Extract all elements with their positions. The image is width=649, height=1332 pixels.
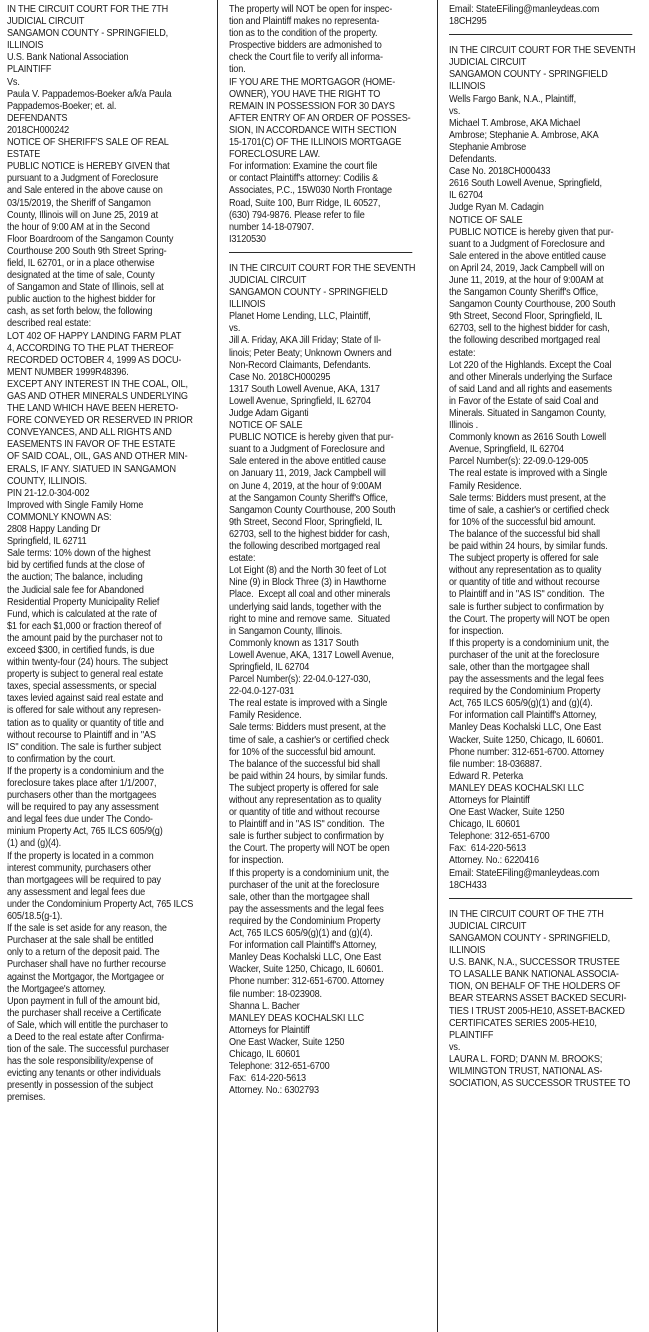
notice-line: described real estate: bbox=[7, 318, 91, 330]
notice-separator bbox=[449, 898, 632, 899]
notice-line: (1) and (g)(4). bbox=[7, 838, 62, 850]
notice-line: Illinois . bbox=[449, 420, 478, 432]
notice-line: IS" condition. The sale is further subject bbox=[7, 741, 162, 753]
notice-line: LAURA L. FORD; D'ANN M. BROOKS; bbox=[449, 1053, 603, 1065]
notice-line: Wells Fargo Bank, N.A., Plaintiff, bbox=[449, 93, 576, 105]
notice-line: Manley Deas Kochalski LLC, One East bbox=[229, 952, 381, 964]
notice-line: FORE CONVEYED OR RESERVED IN PRIOR bbox=[7, 415, 193, 427]
notice-line: IN THE CIRCUIT COURT FOR THE SEVENTH bbox=[449, 45, 636, 57]
notice-line: against the Mortgagor, the Mortgagee or bbox=[7, 971, 164, 983]
notice-line: pay the assessments and the legal fees bbox=[449, 674, 604, 686]
notice-line: taxes, special assessments, or special bbox=[7, 681, 157, 693]
notice-line: Stephanie Ambrose bbox=[449, 141, 527, 153]
notice-line: Judge Adam Giganti bbox=[229, 408, 309, 419]
notice-line: PUBLIC NOTICE is hereby given that pur- bbox=[449, 226, 614, 238]
notice-line: the hour of 9:00 AM at in the Second bbox=[7, 221, 150, 233]
notice-line: without any representation as to quality bbox=[449, 565, 602, 577]
notice-line: without any representation as to quality bbox=[229, 795, 382, 806]
notice-line: Purchaser at the sale shall be entitled bbox=[7, 935, 154, 947]
notice-line: The property will NOT be open for inspec- bbox=[229, 4, 393, 15]
legal-notice bbox=[229, 4, 438, 246]
notice-line: Attorney. No.: 6302793 bbox=[229, 1085, 319, 1097]
notice-line: DEFENDANTS bbox=[7, 112, 68, 124]
notice-line: WILMINGTON TRUST, NATIONAL AS- bbox=[449, 1065, 603, 1077]
notice-line: Defendants. bbox=[449, 154, 497, 166]
notice-line: Fund, which is calculated at the rate of bbox=[7, 608, 157, 620]
notice-line: Attorney. No.: 6220416 bbox=[449, 855, 539, 867]
notice-line: Attorneys for Plaintiff bbox=[229, 1024, 310, 1036]
notice-line: Pappademos-Boeker; et. al. bbox=[7, 100, 117, 112]
notice-line: Avenue, Springfield, IL 62704 bbox=[449, 444, 564, 456]
notice-line: interest community, purchasers other bbox=[7, 862, 152, 874]
notice-line: Lot 220 of the Highlands. Except the Coal bbox=[449, 359, 612, 371]
notice-line: Family Residence. bbox=[229, 710, 302, 722]
notice-line: the following described mortgaged real bbox=[229, 541, 381, 553]
notice-line: evicting any tenants or other individuals bbox=[7, 1068, 161, 1080]
notice-line: the Sangamon County Sheriff's Office, bbox=[449, 287, 599, 299]
notice-line: If the sale is set aside for any reason, the bbox=[7, 923, 167, 935]
notice-line: Act, 765 ILCS 605/9(g)(1) and (g)(4). bbox=[449, 698, 593, 710]
notice-line: Springfield, IL 62711 bbox=[7, 536, 87, 548]
notice-line: or quantity of title and without recourse bbox=[229, 807, 380, 819]
notice-line: Act, 765 ILCS 605/9(g)(1) and (g)(4). bbox=[229, 928, 373, 940]
notice-line: Email: StateEFiling@manleydeas.com bbox=[449, 867, 600, 879]
legal-notice bbox=[449, 909, 649, 1090]
notice-line: 62703, sell to the highest bidder for cash, bbox=[449, 323, 610, 335]
notice-line: 22-04.0-127-031 bbox=[229, 686, 295, 698]
notice-line: to confirmation by the court. bbox=[7, 753, 116, 765]
notice-line: Parcel Number(s): 22-04.0-127-030, bbox=[229, 674, 371, 686]
notice-line: a Deed to the real estate after Confirma- bbox=[7, 1031, 165, 1043]
notice-line: The subject property is offered for sale bbox=[449, 553, 599, 565]
notice-line: For information call Plaintiff's Attorney, bbox=[449, 710, 597, 722]
notice-line: OWNER), YOU HAVE THE RIGHT TO bbox=[229, 88, 381, 100]
notice-line: Nine (9) in Block Three (3) in Hawthorne bbox=[229, 577, 387, 589]
notice-line: of Sale, which will entitle the purchaser to bbox=[7, 1019, 168, 1031]
notice-line: the amount paid by the purchaser not to bbox=[7, 632, 163, 644]
notice-line: estate: bbox=[449, 347, 476, 359]
notice-line: PUBLIC NOTICE is hereby given that pur- bbox=[229, 432, 394, 444]
notice-line: on June 4, 2019, at the hour of 9:00AM bbox=[229, 480, 382, 492]
notice-line: One East Wacker, Suite 1250 bbox=[449, 807, 565, 819]
notice-line: TION, ON BEHALF OF THE HOLDERS OF bbox=[449, 981, 621, 993]
notice-line: IN THE CIRCUIT COURT FOR THE SEVENTH bbox=[229, 262, 416, 274]
notice-line: Case No. 2018CH000433 bbox=[449, 166, 551, 178]
notice-line: sale is further subject to confirmation by bbox=[449, 601, 604, 613]
notice-line: Michael T. Ambrose, AKA Michael bbox=[449, 117, 581, 129]
notice-line: estate: bbox=[229, 553, 256, 565]
notice-line: Edward R. Peterka bbox=[449, 770, 524, 782]
notice-line: of said Land and all rights and easements bbox=[449, 383, 612, 395]
notice-line: 9th Street, Second Floor, Springfield, IL bbox=[229, 516, 383, 528]
notice-line: Telephone: 312-651-6700 bbox=[229, 1061, 330, 1073]
notice-line: RECORDED OCTOBER 4, 1999 AS DOCU- bbox=[7, 354, 182, 366]
notice-line: foreclosure takes place after 1/1/2007, bbox=[7, 778, 157, 789]
notice-line: the Judicial sale fee for Abandoned bbox=[7, 584, 144, 596]
notice-line: U.S. Bank National Association bbox=[7, 52, 129, 64]
notice-line: IN THE CIRCUIT COURT FOR THE 7TH bbox=[7, 4, 169, 15]
notice-line: exceed $300, in certified funds, is due bbox=[7, 644, 155, 656]
notice-line: Sangamon County Courthouse, 200 South bbox=[229, 504, 396, 516]
notice-line: the Mortgagee's attorney. bbox=[7, 983, 106, 995]
notice-line: Ambrose; Stephanie A. Ambrose, AKA bbox=[449, 129, 599, 141]
notice-line: Email: StateEFiling@manleydeas.com bbox=[449, 4, 600, 15]
notice-line: Chicago, IL 60601 bbox=[229, 1048, 301, 1060]
notice-line: tion and Plaintiff makes no representa- bbox=[229, 16, 380, 28]
notice-line: the following described mortgaged real bbox=[449, 335, 601, 347]
notice-line: ILLINOIS bbox=[229, 299, 266, 311]
legal-notice bbox=[7, 4, 218, 1105]
notice-line: THE LAND WHICH HAVE BEEN HERETO- bbox=[7, 403, 179, 415]
notice-line: Sale terms: 10% down of the highest bbox=[7, 548, 151, 560]
notice-line: suant to a Judgment of Foreclosure and bbox=[229, 444, 385, 456]
notice-line: required by the Condominium Property bbox=[449, 686, 601, 698]
notice-line: designated at the time of sale, County bbox=[7, 270, 155, 282]
notice-line: in Sangamon County, Illinois. bbox=[229, 625, 343, 637]
notice-line: the Court. The property will NOT be open bbox=[229, 843, 390, 855]
notice-line: and other Minerals underlying the Surface bbox=[449, 371, 613, 383]
notice-line: SOCIATION, AS SUCCESSOR TRUSTEE TO bbox=[449, 1078, 631, 1090]
notice-line: sale, other than the mortgagee shall bbox=[229, 891, 370, 903]
notice-line: in Favor of the Estate of said Coal and bbox=[449, 395, 599, 407]
notice-line: The real estate is improved with a Single bbox=[449, 468, 608, 480]
notice-line: without recourse to Plaintiff and in "AS bbox=[7, 729, 156, 741]
legal-notice bbox=[229, 263, 438, 1097]
notice-line: file number: 18-036887. bbox=[449, 758, 542, 770]
notice-line: OF SAID COAL, OIL, GAS AND OTHER MIN- bbox=[7, 451, 188, 463]
notice-line: NOTICE OF SHERIFF'S SALE OF REAL bbox=[7, 137, 169, 149]
notice-line: purchasers other than the mortgagees bbox=[7, 790, 157, 802]
notice-line: 2808 Happy Landing Dr bbox=[7, 524, 101, 536]
notice-line: within twenty-four (24) hours. The subject bbox=[7, 657, 168, 669]
notice-line: Springfield, IL 62704 bbox=[229, 661, 310, 673]
notice-line: For information: Examine the court file bbox=[229, 161, 378, 173]
notice-line: Sale terms: Bidders must present, at the bbox=[449, 492, 606, 504]
notice-line: 18CH295 bbox=[449, 16, 487, 28]
notice-line: vs. bbox=[449, 1041, 461, 1053]
notice-line: than mortgagees will be required to pay bbox=[7, 874, 161, 886]
column-1 bbox=[7, 4, 218, 1332]
notice-line: COUNTY, ILLINOIS. bbox=[7, 475, 87, 487]
notice-line: under the Condominium Property Act, 765 ILCS bbox=[7, 898, 194, 910]
notice-line: 9th Street, Second Floor, Springfield, IL bbox=[449, 311, 603, 323]
notice-line: tation as to quality or quantity of title and bbox=[7, 717, 164, 729]
notice-line: REMAIN IN POSSESSION FOR 30 DAYS bbox=[229, 100, 395, 112]
notice-line: Sale entered in the above entitled cause bbox=[229, 456, 386, 468]
notice-line: The balance of the successful bid shall bbox=[449, 528, 600, 540]
notice-line: 2018CH000242 bbox=[7, 124, 70, 136]
notice-line: Planet Home Lending, LLC, Plaintiff, bbox=[229, 311, 371, 323]
notice-line: Lowell Avenue, Springfield, IL 62704 bbox=[229, 395, 371, 407]
notice-line: Sale terms: Bidders must present, at the bbox=[229, 722, 386, 734]
notice-line: be paid within 24 hours, by similar funds. bbox=[229, 770, 388, 782]
notice-line: on January 11, 2019, Jack Campbell will bbox=[229, 468, 386, 480]
notice-line: time of sale, a cashier's or certified check bbox=[229, 734, 390, 746]
column-3 bbox=[449, 4, 649, 1332]
column-2 bbox=[229, 4, 438, 1332]
notice-line: premises. bbox=[7, 1092, 46, 1104]
notice-line: Phone number: 312-651-6700. Attorney bbox=[449, 746, 604, 758]
notice-line: MANLEY DEAS KOCHALSKI LLC bbox=[229, 1012, 364, 1024]
notice-line: Family Residence. bbox=[449, 480, 522, 492]
notice-line: Paula V. Pappademos-Boeker a/k/a Paula bbox=[7, 88, 172, 100]
notice-line: IF YOU ARE THE MORTGAGOR (HOME- bbox=[229, 76, 396, 88]
notice-line: For information call Plaintiff's Attorney, bbox=[229, 940, 377, 952]
notice-separator bbox=[449, 34, 632, 35]
notice-line: BEAR STEARNS ASSET BACKED SECURI- bbox=[449, 993, 627, 1005]
notice-line: purchaser of the unit at the foreclosure bbox=[229, 879, 380, 891]
notice-line: underlying said lands, together with the bbox=[229, 601, 382, 613]
notice-line: Judge Ryan M. Cadagin bbox=[449, 202, 544, 214]
notice-line: file number: 18-023908. bbox=[229, 988, 322, 1000]
legal-notice bbox=[449, 45, 649, 892]
notice-line: Lowell Avenue, AKA, 1317 Lowell Avenue, bbox=[229, 649, 394, 661]
notice-line: required by the Condominium Property bbox=[229, 915, 381, 927]
notice-line: The real estate is improved with a Single bbox=[229, 698, 388, 710]
notice-line: Shanna L. Bacher bbox=[229, 1000, 300, 1012]
notice-line: Parcel Number(s): 22-09.0-129-005 bbox=[449, 456, 589, 468]
notice-line: Floor Boardroom of the Sangamon County bbox=[7, 233, 174, 245]
notice-line: COMMONLY KNOWN AS: bbox=[7, 511, 112, 523]
notice-line: for inspection. bbox=[449, 625, 504, 637]
notice-line: the Court. The property will NOT be open bbox=[449, 613, 610, 625]
notice-line: The subject property is offered for sale bbox=[229, 782, 379, 794]
notice-line: NOTICE OF SALE bbox=[449, 214, 523, 226]
notice-line: SANGAMON COUNTY - SPRINGFIELD, bbox=[7, 28, 169, 40]
notice-line: Prospective bidders are admonished to bbox=[229, 40, 382, 52]
notice-line: and Sale entered in the above cause on bbox=[7, 185, 163, 197]
notice-line: PLAINTIFF bbox=[449, 1029, 494, 1041]
legal-notice bbox=[449, 4, 649, 28]
notice-line: will be required to pay any assessment bbox=[7, 802, 159, 814]
notice-line: MENT NUMBER 1999R48396. bbox=[7, 366, 129, 378]
notice-line: If this property is a condominium unit, the bbox=[449, 637, 609, 649]
notice-line: linois; Peter Beaty; Unknown Owners and bbox=[229, 347, 392, 359]
notice-line: ILLINOIS bbox=[449, 81, 486, 93]
notice-line: cash, as set forth below, the following bbox=[7, 306, 153, 318]
notice-line: LOT 402 OF HAPPY LANDING FARM PLAT bbox=[7, 330, 182, 342]
notice-line: JUDICIAL CIRCUIT bbox=[229, 274, 307, 286]
notice-line: County, Illinois will on June 25, 2019 at bbox=[7, 209, 158, 221]
notice-line: vs. bbox=[449, 105, 461, 117]
notice-line: Improved with Single Family Home bbox=[7, 499, 144, 511]
notice-line: One East Wacker, Suite 1250 bbox=[229, 1036, 345, 1048]
notice-line: Residential Property Municipality Relief bbox=[7, 596, 160, 608]
notice-line: has the sole responsibility/expense of bbox=[7, 1056, 154, 1068]
notice-line: If this property is a condominium unit, the bbox=[229, 867, 389, 879]
notice-line: Place. Except all coal and other minerals bbox=[229, 589, 391, 601]
notice-line: 4, ACCORDING TO THE PLAT THEREOF bbox=[7, 342, 174, 354]
notice-line: sale, other than the mortgagee shall bbox=[449, 661, 590, 673]
notice-line: MANLEY DEAS KOCHALSKI LLC bbox=[449, 782, 584, 794]
notice-line: Commonly known as 1317 South bbox=[229, 637, 359, 649]
notice-line: purchaser of the unit at the foreclosure bbox=[449, 649, 600, 661]
notice-line: FORECLOSURE LAW. bbox=[229, 149, 321, 161]
notice-line: The balance of the successful bid shall bbox=[229, 758, 380, 770]
notice-line: number 14-18-07907. bbox=[229, 221, 314, 233]
notice-line: Non-Record Claimants, Defendants. bbox=[229, 359, 371, 371]
notice-line: minium Property Act, 765 ILCS 605/9(g) bbox=[7, 826, 163, 838]
notice-line: ILLINOIS bbox=[7, 40, 44, 52]
notice-line: tion of the sale. The successful purchaser bbox=[7, 1044, 169, 1056]
notice-line: SANGAMON COUNTY - SPRINGFIELD bbox=[229, 287, 388, 299]
notice-line: suant to a Judgment of Foreclosure and bbox=[449, 238, 605, 250]
notice-line: $1 for each $1,000 or fraction thereof of bbox=[7, 620, 162, 632]
notice-line: tion as to the condition of the property. bbox=[229, 28, 378, 40]
notice-line: property is subject to general real estate bbox=[7, 669, 164, 681]
notice-line: pursuant to a Judgment of Foreclosure bbox=[7, 173, 159, 185]
notice-line: or contact Plaintiff's attorney: Codilis & bbox=[229, 173, 379, 185]
notice-line: I3120530 bbox=[229, 233, 266, 245]
notice-line: public auction to the highest bidder for bbox=[7, 294, 156, 306]
notice-line: ERALS, IF ANY. SIATUED IN SANGAMON bbox=[7, 463, 176, 475]
notice-line: CONVEYANCES, AND ALL RIGHTS AND bbox=[7, 427, 172, 439]
notice-line: Road, Suite 100, Burr Ridge, IL 60527, bbox=[229, 197, 381, 209]
notice-line: Wacker, Suite 1250, Chicago, IL 60601. bbox=[229, 964, 384, 976]
notice-line: Courthouse 200 South 9th Street Spring- bbox=[7, 245, 167, 257]
notice-line: 62703, sell to the highest bidder for cash, bbox=[229, 528, 390, 540]
notice-line: 03/15/2019, the Sheriff of Sangamon bbox=[7, 197, 151, 209]
notice-line: Upon payment in full of the amount bid, bbox=[7, 995, 160, 1007]
notice-line: taxes levied against said real estate and bbox=[7, 693, 164, 705]
notice-separator bbox=[229, 252, 412, 253]
notice-line: If the property is located in a common bbox=[7, 850, 154, 862]
notice-line: (630) 794-9876. Please refer to file bbox=[229, 209, 365, 221]
notice-line: AFTER ENTRY OF AN ORDER OF POSSES- bbox=[229, 112, 411, 124]
notice-line: Chicago, IL 60601 bbox=[449, 819, 521, 831]
notice-line: June 11, 2019, at the hour of 9:00AM at bbox=[449, 274, 604, 286]
notice-line: IN THE CIRCUIT COURT OF THE 7TH bbox=[449, 908, 604, 920]
notice-line: right to mine and remove same. Situated bbox=[229, 613, 390, 625]
notice-line: SANGAMON COUNTY - SPRINGFIELD bbox=[449, 69, 608, 81]
notice-line: Minerals. Situated in Sangamon County, bbox=[449, 408, 606, 419]
notice-line: field, IL 62701, or in a place otherwise bbox=[7, 257, 155, 269]
notice-line: the auction; The balance, including bbox=[7, 572, 143, 584]
notice-line: check the Court file to verify all informa- bbox=[229, 52, 383, 64]
notice-line: PUBLIC NOTICE is HEREBY GIVEN that bbox=[7, 161, 170, 173]
notice-line: be paid within 24 hours, by similar funds. bbox=[449, 541, 608, 553]
notice-line: is offered for sale without any represen- bbox=[7, 705, 162, 717]
notice-line: Manley Deas Kochalski LLC, One East bbox=[449, 722, 601, 734]
notice-line: any assessment and legal fees due bbox=[7, 886, 146, 898]
notice-line: Sale entered in the above entitled cause bbox=[449, 250, 606, 262]
notice-line: to Plaintiff and in "AS IS" condition. The bbox=[229, 819, 385, 831]
notice-line: or quantity of title and without recourse bbox=[449, 577, 600, 589]
notice-line: bid by certified funds at the close of bbox=[7, 560, 145, 572]
notice-line: Jill A. Friday, AKA Jill Friday; State of Il- bbox=[229, 335, 381, 347]
notice-line: Vs. bbox=[7, 76, 20, 88]
notice-line: GAS AND OTHER MINERALS UNDERLYING bbox=[7, 391, 188, 402]
notice-line: EASEMENTS IN FAVOR OF THE ESTATE bbox=[7, 439, 176, 451]
notice-line: U.S. BANK, N.A., SUCCESSOR TRUSTEE bbox=[449, 957, 620, 969]
notice-line: for inspection. bbox=[229, 855, 284, 867]
notice-line: 1317 South Lowell Avenue, AKA, 1317 bbox=[229, 383, 380, 395]
notice-line: for 10% of the successful bid amount. bbox=[449, 516, 596, 528]
notice-line: presently in possession of the subject bbox=[7, 1080, 153, 1092]
notice-line: tion. bbox=[229, 64, 246, 76]
notice-line: EXCEPT ANY INTEREST IN THE COAL, OIL, bbox=[7, 378, 188, 390]
notice-line: 18CH433 bbox=[449, 879, 487, 891]
notice-line: SION, IN ACCORDANCE WITH SECTION bbox=[229, 124, 397, 136]
notice-line: ILLINOIS bbox=[449, 945, 486, 957]
notice-line: 605/18.5(g-1). bbox=[7, 911, 63, 923]
notice-line: TO LASALLE BANK NATIONAL ASSOCIA- bbox=[449, 969, 619, 981]
notice-line: Case No. 2018CH000295 bbox=[229, 371, 331, 383]
notice-line: PLAINTIFF bbox=[7, 64, 52, 76]
notice-line: 15-1701(C) OF THE ILLINOIS MORTGAGE bbox=[229, 137, 402, 149]
notice-line: only to a return of the deposit paid. The bbox=[7, 947, 160, 959]
notice-line: to Plaintiff and in "AS IS" condition. The bbox=[449, 589, 605, 601]
notice-line: TIES I TRUST 2005-HE10, ASSET-BACKED bbox=[449, 1005, 625, 1017]
notice-line: Phone number: 312-651-6700. Attorney bbox=[229, 976, 384, 988]
notice-line: PIN 21-12.0-304-002 bbox=[7, 487, 90, 499]
notice-line: JUDICIAL CIRCUIT bbox=[7, 16, 85, 28]
notice-line: Attorneys for Plaintiff bbox=[449, 795, 530, 806]
notice-line: ESTATE bbox=[7, 149, 41, 161]
notice-line: Lot Eight (8) and the North 30 feet of Lot bbox=[229, 565, 387, 577]
notice-line: Wacker, Suite 1250, Chicago, IL 60601. bbox=[449, 734, 604, 746]
notice-line: the purchaser shall receive a Certificate bbox=[7, 1007, 162, 1019]
notice-line: Telephone: 312-651-6700 bbox=[449, 831, 550, 843]
notice-line: Sangamon County Courthouse, 200 South bbox=[449, 299, 616, 311]
notice-line: SANGAMON COUNTY - SPRINGFIELD, bbox=[449, 932, 611, 944]
notice-line: time of sale, a cashier's or certified check bbox=[449, 504, 610, 516]
notice-line: on April 24, 2019, Jack Campbell will on bbox=[449, 262, 605, 274]
notice-line: Fax: 614-220-5613 bbox=[449, 843, 526, 855]
notice-line: If the property is a condominium and the bbox=[7, 765, 164, 777]
notice-line: pay the assessments and the legal fees bbox=[229, 903, 384, 915]
notice-line: at the Sangamon County Sheriff's Office, bbox=[229, 492, 388, 504]
notice-line: CERTIFICATES SERIES 2005-HE10, bbox=[449, 1017, 597, 1029]
notice-line: IL 62704 bbox=[449, 190, 483, 202]
notice-line: 2616 South Lowell Avenue, Springfield, bbox=[449, 178, 602, 190]
notice-line: for 10% of the successful bid amount. bbox=[229, 746, 376, 758]
notice-line: sale is further subject to confirmation by bbox=[229, 831, 384, 843]
notice-line: NOTICE OF SALE bbox=[229, 420, 303, 432]
notice-line: JUDICIAL CIRCUIT bbox=[449, 57, 527, 69]
notice-line: Purchaser shall have no further recourse bbox=[7, 959, 166, 971]
notice-line: vs. bbox=[229, 323, 241, 335]
notice-line: and legal fees due under The Condo- bbox=[7, 814, 153, 826]
notice-line: Fax: 614-220-5613 bbox=[229, 1073, 306, 1085]
notice-line: Associates, P.C., 15W030 North Frontage bbox=[229, 185, 392, 197]
notice-line: JUDICIAL CIRCUIT bbox=[449, 920, 527, 932]
notice-line: of Sangamon and State of Illinois, sell at bbox=[7, 282, 164, 294]
notice-line: Commonly known as 2616 South Lowell bbox=[449, 432, 607, 444]
